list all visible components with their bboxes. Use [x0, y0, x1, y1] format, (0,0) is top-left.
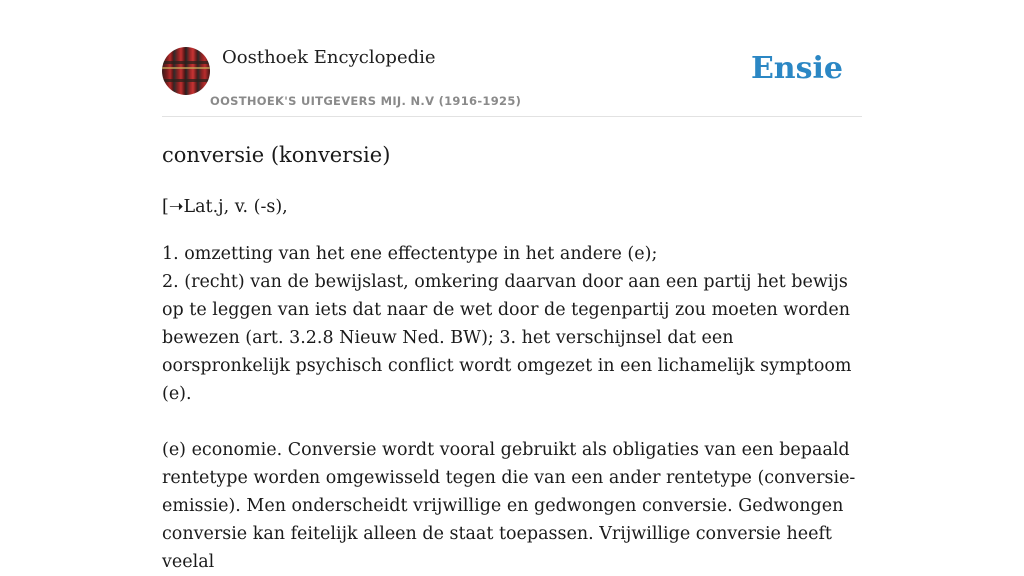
definition-item: 1. omzetting van het ene effectentype in het andere (e);	[162, 244, 658, 264]
avatar-gold-band	[162, 67, 210, 69]
avatar-shelf-band	[162, 61, 210, 64]
encyclopedia-books-avatar[interactable]	[162, 47, 210, 95]
publisher-subtitle: OOSTHOEK'S UITGEVERS MIJ. N.V (1916-1925)	[210, 94, 522, 108]
ensie-logo-link[interactable]: Ensie	[750, 51, 843, 86]
entry-title: conversie (konversie)	[162, 143, 391, 167]
entry-note: (e) economie. Conversie wordt vooral gebruikt als obligaties van een bepaald rentetype worden omgewisseld tegen die van een ander rentetype (conversie-emissie). Men onderscheidt vrijwillige en gedwongen conversie. Gedwongen conversie kan feitelijk alleen de staat toepassen. Vrijwillige conversie heeft veelal	[162, 440, 856, 572]
site-title[interactable]: Oosthoek Encyclopedie	[222, 47, 436, 68]
entry-etymology: [➝Lat.j, v. (-s),	[162, 197, 288, 217]
definition-item: 2. (recht) van de bewijslast, omkering daarvan door aan een partij het bewijs op te leggen van iets dat naar de wet door de tegenpartij zou moeten worden bewezen (art. 3.2.8 Nieuw Ned. BW); 3. het verschijnsel dat een oorspronkelijk psychisch conflict wordt omgezet in een lichamelijk symptoom (e).	[162, 272, 852, 404]
site-header	[162, 46, 862, 117]
avatar-shelf-band	[162, 79, 210, 82]
entry-content	[162, 140, 862, 576]
entry-definitions	[162, 240, 862, 408]
